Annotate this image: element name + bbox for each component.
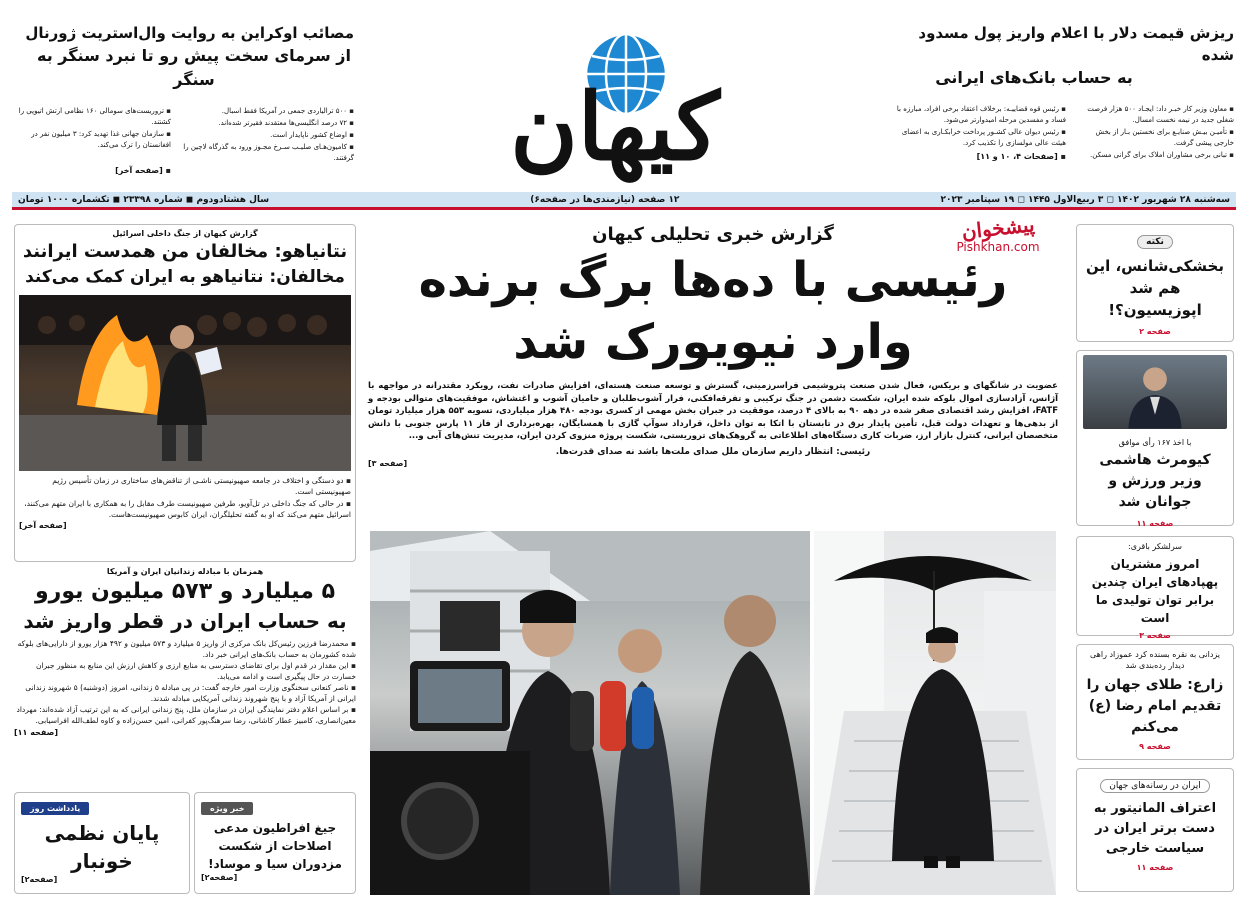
sidebar-box-3-kicker: سرلشکر باقری:: [1128, 542, 1182, 551]
sidebar-box-5-tag: ایران در رسانه‌های جهان: [1100, 779, 1210, 793]
sidebar-box-5-ref: صفحه ۱۱: [1136, 863, 1174, 872]
minister-photo: [1083, 355, 1227, 429]
sidebar-box-4-headline: زارع: طلای جهان را تقدیم امام رضا (ع) می‌کنم: [1086, 677, 1224, 735]
main-ref: [صفحه ۳]: [368, 458, 408, 468]
sidebar-box-2-kicker: با اخذ ۱۶۷ رأی موافق: [1118, 438, 1192, 447]
sidebar-box-1-ref: صفحه ۲: [1139, 327, 1171, 336]
top-right-headline-1: ریزش قیمت دلار با اعلام واریز پول مسدود شده: [918, 24, 1234, 64]
bottom-box-a-headline: پایان نظمی خونبار: [44, 821, 160, 873]
bottom-box-a: [14, 792, 190, 894]
arrival-scene-icon: [814, 531, 1056, 895]
left-story-2-kicker: همزمان با مبادله زندانیان ایران و آمریکا: [106, 567, 264, 576]
left-story-1: [14, 224, 356, 562]
sidebar-box-3-headline: امروز مشتریان پهپادهای ایران چندین برابر توان تولیدی ما است: [1091, 557, 1219, 625]
top-right-headline-2: به حساب بانک‌های ایرانی: [935, 68, 1133, 87]
watermark-logo: پیشخوان: [960, 212, 1036, 244]
sidebar-box-1-tag: نکته: [1137, 235, 1173, 249]
sidebar-box-3-ref: صفحه ۳: [1139, 631, 1171, 640]
main-headline-1: رئیسی با ده‌ها برگ برنده: [418, 252, 1008, 308]
dateline-pages: ۱۲ صفحه (نیازمندی‌ها در صفحه۶): [530, 194, 680, 205]
logo-text: کیهان: [510, 73, 720, 181]
top-left-bullets-right: ▪ ۵۰۰ ترالیاردی جمعی در آمریکا فقط اسبال. ▪ ۷۲ درصد انگلیسی‌ها معتقدند فقیرتر شده‌اند. ▪ اوضاع کشور ناپایدار است. ▪ کامیون‌هـای صلیـب سـرخ مجـوز ورود به گذرگاه لاچین را گرفتند.: [179, 106, 354, 177]
sidebar-box-5-headline: اعتراف المانیتور به دست برتر ایران در سیاست خارجی: [1093, 801, 1217, 856]
left-story-2-headline-a: ۵ میلیارد و ۵۷۳ میلیون یورو: [34, 579, 336, 604]
sidebar-box-5: [1076, 768, 1234, 892]
sidebar-box-2-ref: صفحه ۱۱: [1136, 519, 1174, 528]
bottom-box-a-ref: [صفحه۲]: [21, 875, 58, 884]
fire-scene-icon: [19, 295, 351, 471]
left-story-1-headline-b: مخالفان: نتانیاهو به ایران کمک می‌کند: [25, 267, 345, 287]
left-story-2: [14, 562, 356, 737]
main-headline-2: وارد نیویورک شد: [513, 314, 913, 370]
portrait-figure-icon: [1083, 355, 1227, 429]
bottom-box-b-tag: خبر ویژه: [201, 802, 253, 815]
sidebar-box-4-kicker: یزدانی به نقره بسنده کرد عموزاد راهی دیدار رده‌بندی شد: [1089, 650, 1221, 670]
protest-photo: [19, 295, 351, 471]
left-story-1-kicker: گزارش کیهان از جنگ داخلی اسرائیل: [112, 229, 258, 238]
dateline-band: [12, 192, 1236, 210]
dateline-issue: سال هشتادودوم ◼ شماره ۲۳۳۹۸ ◼ تکشماره ۱۰۰۰ تومان: [18, 194, 270, 205]
top-right-bullets-left: ▪ رئیس قوه قضاییـه: برخلاف اعتقاد برخی افراد، مبارزه با فساد و مفسدین مرحله امیدوارتر می‌شود. ▪ رئیس دیوان عالی کشـور پرداخت خرابکـاری به اعضای هیئت عالی مولسازی را تکذیب کرد. ▪ [صفحات ۴، ۱۰ و ۱۱]: [896, 104, 1066, 163]
main-photo-arrival: [814, 531, 1056, 895]
watermark-url: Pishkhan.com: [956, 240, 1040, 254]
left-story-2-headline-b: به حساب ایران در قطر واریز شد: [23, 609, 347, 633]
top-left-headline-1: مصائب اوکراین به روایت وال‌استریت ژورنال: [25, 24, 354, 42]
main-quote: رئیسی: انتظار داریم سازمان ملل صدای ملت‌ها باشد نه صدای قدرت‌ها.: [555, 446, 871, 457]
left-story-1-headline-a: نتانیاهو: مخالفان من همدست ایرانند: [22, 241, 348, 262]
main-body: عضویت در شانگهای و بریکس، فعال شدن صنعت پتروشیمی فراسرزمینی، گسترش و توسعه صنعت هسته‌ای، افزایش صادرات نفت، رویکرد مقتدرانه در مواجهه با آژانس، آزادسازی اموال بلوکه شده ایران، شکست دشمن در جنگ ترکیبی و تفرقه‌افکنی، فرار آشوب‌طلبان و حامیان آشوب و اغتشاش، موفقیت‌های متوالی بودجه و FATF، افزایش رشد اقتصادی صفر شده در دهه ۹۰ به بالای ۴ درصد، موفقیت در جبران بخش مهمی از کسری بودجه ۴۸۰ هزار میلیاردی، تسویه ۵۵۳ هزار میلیارد تومان از بدهی‌ها و تعهدات دولت قبل، تأمین پایدار برق در تابستان با اتکا به توان داخل، قرارداد سوآپ گازی با همسایگان، بهره‌برداری از فاز ۱۱ پارس جنوبی با دانش متخصصان ایرانی، کنترل بازار ارز، ضربات کاری دستگاه‌های اطلاعاتی به گروهک‌های تروریستی، شکست پروژه منزوی کردن ایران، مدیریت تنش‌های آبی و...: [368, 381, 1059, 441]
sidebar-box-2-headline: کیومرث هاشمی وزیر ورزش و جوانان شد: [1099, 452, 1211, 510]
bottom-box-b-headline: جیغ افراطیون مدعی اصلاحات از شکست مزدوران سیا و موساد!: [208, 821, 342, 871]
main-story: [368, 222, 1058, 468]
left-story-1-ref: [صفحه آخر]: [19, 521, 67, 530]
sidebar-box-2: [1076, 350, 1234, 526]
bottom-box-b-ref: [صفحه۲]: [201, 873, 238, 882]
top-right-bullets-right: ▪ معاون وزیر کار خبـر داد: ایجـاد ۵۰۰ هزار فرصت شغلی جدید در نیمه نخست امسال. ▪ تأمیـن بیـش صنایـع برای نخستین بـار از بخش خارجی پیشی گرفت. ▪ تبانی برخی مشاوران املاک برای گرانی مسکن.: [1074, 104, 1234, 163]
left-story-2-bullets: ▪ محمدرضا فرزین رئیس‌کل بانک مرکزی از واریز ۵ میلیارد و ۵۷۳ میلیون و ۴۹۲ هزار یورو از دارایی‌های بلوکه شده کشورمان به حساب بانک‌های ایرانی خبر داد. ▪ این مقدار در قدم اول برای تقاضای دسترسی به منابع ارزی و کاهش ارزش این منابع به منظور جبران خسارت در حال پیگیری است و ادامه می‌یابد. ▪ ناصر کنعانی سخنگوی وزارت امور خارجه گفت: در پی مبادله ۵ زندانی، امروز (دوشنبه) ۵ شهروند زندانی ایرانی از آمریکا آزاد و با پنج شهروند زندانی آمریکایی مبادله شدند. ▪ بر اساس اعلام دفتر نمایندگی ایران در سازمان ملل، پنج زندانی ایرانی که به این ترتیب آزاد شده‌اند: مهرداد معین‌انصاری، کامبیز عطار کاشانی، رضا سرهنگ‌پور کفرانی، امین حسن‌زاده و کاوه لطف‌الله افراسیابی.: [14, 639, 356, 726]
top-right-block: [894, 22, 1234, 163]
top-left-block: [14, 22, 354, 177]
left-story-1-bullets: ▪ دو دستگی و اختلاف در جامعه صهیونیستی ناشـی از تناقض‌های ساختاری در زمان تأسیس رژیم صهیونیستی است. ▪ در حالی که جنگ داخلی در تل‌آویو، طرفین صهیونیست طرف مقابل را به همکاری با ایران متهم می‌کنند، اسرائیل متهم می‌کند که او به گفته تحلیلگران، ایران کابوس صهیونیست‌هاست.: [19, 475, 351, 520]
sidebar-box-1: [1076, 224, 1234, 342]
bottom-box-b: [194, 792, 356, 894]
sidebar-box-4-ref: صفحه ۹: [1139, 742, 1171, 751]
sidebar-box-4: [1076, 644, 1234, 760]
top-left-headline-2: از سرمای سخت پیش رو تا نبرد سنگر به سنگر: [37, 46, 351, 89]
sidebar-box-1-headline: بخشکی‌شانس، این هم شد اپوزیسیون؟!: [1085, 257, 1225, 319]
dateline-date: سه‌شنبه ۲۸ شهریور ۱۴۰۲ ◻ ۳ ربیع‌الاول ۱۴۴۵ ◻ ۱۹ سپتامبر ۲۰۲۳: [940, 194, 1230, 205]
top-left-bullets-left: ▪ تروریست‌های سومالی ۱۶۰ نظامی ارتش اتیوپی را کشتند. ▪ سازمان جهانی غذا تهدید کرد: ۳ میلیون نفر در افغانستان را ترک می‌کند. ▪ [صفحه آخر]: [16, 106, 171, 177]
bottom-box-a-tag: یادداشت روز: [21, 802, 89, 815]
main-photo-press: [370, 531, 810, 895]
sidebar-box-3: [1076, 536, 1234, 640]
main-kicker: گزارش خبری تحلیلی کیهان: [592, 224, 834, 245]
press-scene-icon: [370, 531, 810, 895]
masthead-logo: [430, 22, 800, 182]
left-story-2-ref: [صفحه ۱۱]: [14, 728, 58, 737]
